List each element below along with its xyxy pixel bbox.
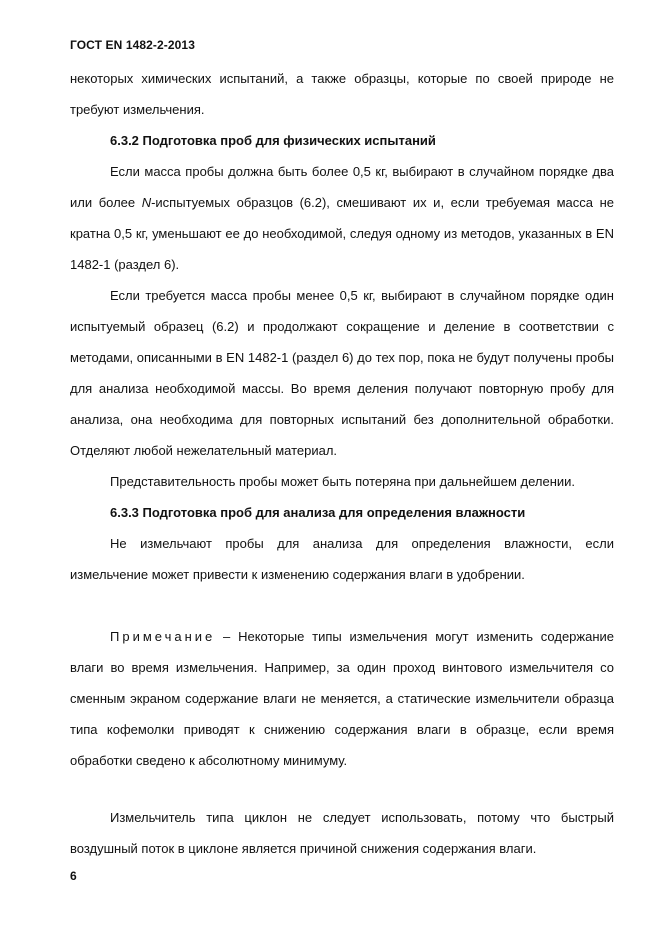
document-body: [70, 63, 614, 864]
note-paragraph: [70, 621, 614, 776]
note-label: Примечание: [110, 629, 216, 644]
paragraph-continuation: некоторых химических испытаний, а также образцы, которые по своей природе не требуют измельчения.: [70, 71, 614, 117]
page-number: 6: [70, 869, 77, 883]
paragraph-representativeness: Представительность пробы может быть потеряна при дальнейшем делении.: [110, 474, 576, 489]
paragraph-text: Если масса пробы должна быть более 0,5 кг, выбирают в случайном порядке два или более: [70, 164, 614, 210]
italic-n: N: [141, 195, 152, 210]
section-heading-6-3-3: 6.3.3 Подготовка проб для анализа для определения влажности: [110, 505, 526, 520]
paragraph-cyclone: Измельчитель типа циклон не следует использовать, потому что быстрый воздушный поток в циклоне является причиной снижения содержания влаги.: [70, 810, 614, 856]
paragraph-mass-under-0-5: Если требуется масса пробы менее 0,5 кг, выбирают в случайном порядке один испытуемый образец (6.2) и продолжают сокращение и деление в соответствии с методами, описанными в EN 1482-1 (раздел 6) до тех пор, пока не будут получены пробы для анализа необходимой массы. Во время деления получают повторную пробу для анализа, она необходима для повторных испытаний без дополнительной обработки. Отделяют любой нежелательный материал.: [70, 288, 614, 458]
standard-header: ГОСТ EN 1482-2-2013: [70, 38, 195, 52]
section-heading-6-3-2: 6.3.2 Подготовка проб для физических испытаний: [110, 133, 436, 148]
paragraph-text: -испытуемых образцов (6.2), смешивают их и, если требуемая масса не кратна 0,5 кг, уменьшают ее до необходимой, следуя одному из методов, указанных в EN 1482-1 (раздел 6).: [70, 195, 614, 272]
paragraph-mass-over-0-5: [70, 156, 614, 280]
note-text: – Некоторые типы измельчения могут изменить содержание влаги во время измельчения. Например, за один проход винтового измельчителя со сменным экраном содержание влаги не меняется, а статические измельчители образца типа кофемолки приводят к снижению содержания влаги в образце, если время обработки сведено к абсолютному минимуму.: [70, 629, 614, 768]
paragraph-moisture: Не измельчают пробы для анализа для определения влажности, если измельчение может привести к изменению содержания влаги в удобрении.: [70, 536, 614, 582]
